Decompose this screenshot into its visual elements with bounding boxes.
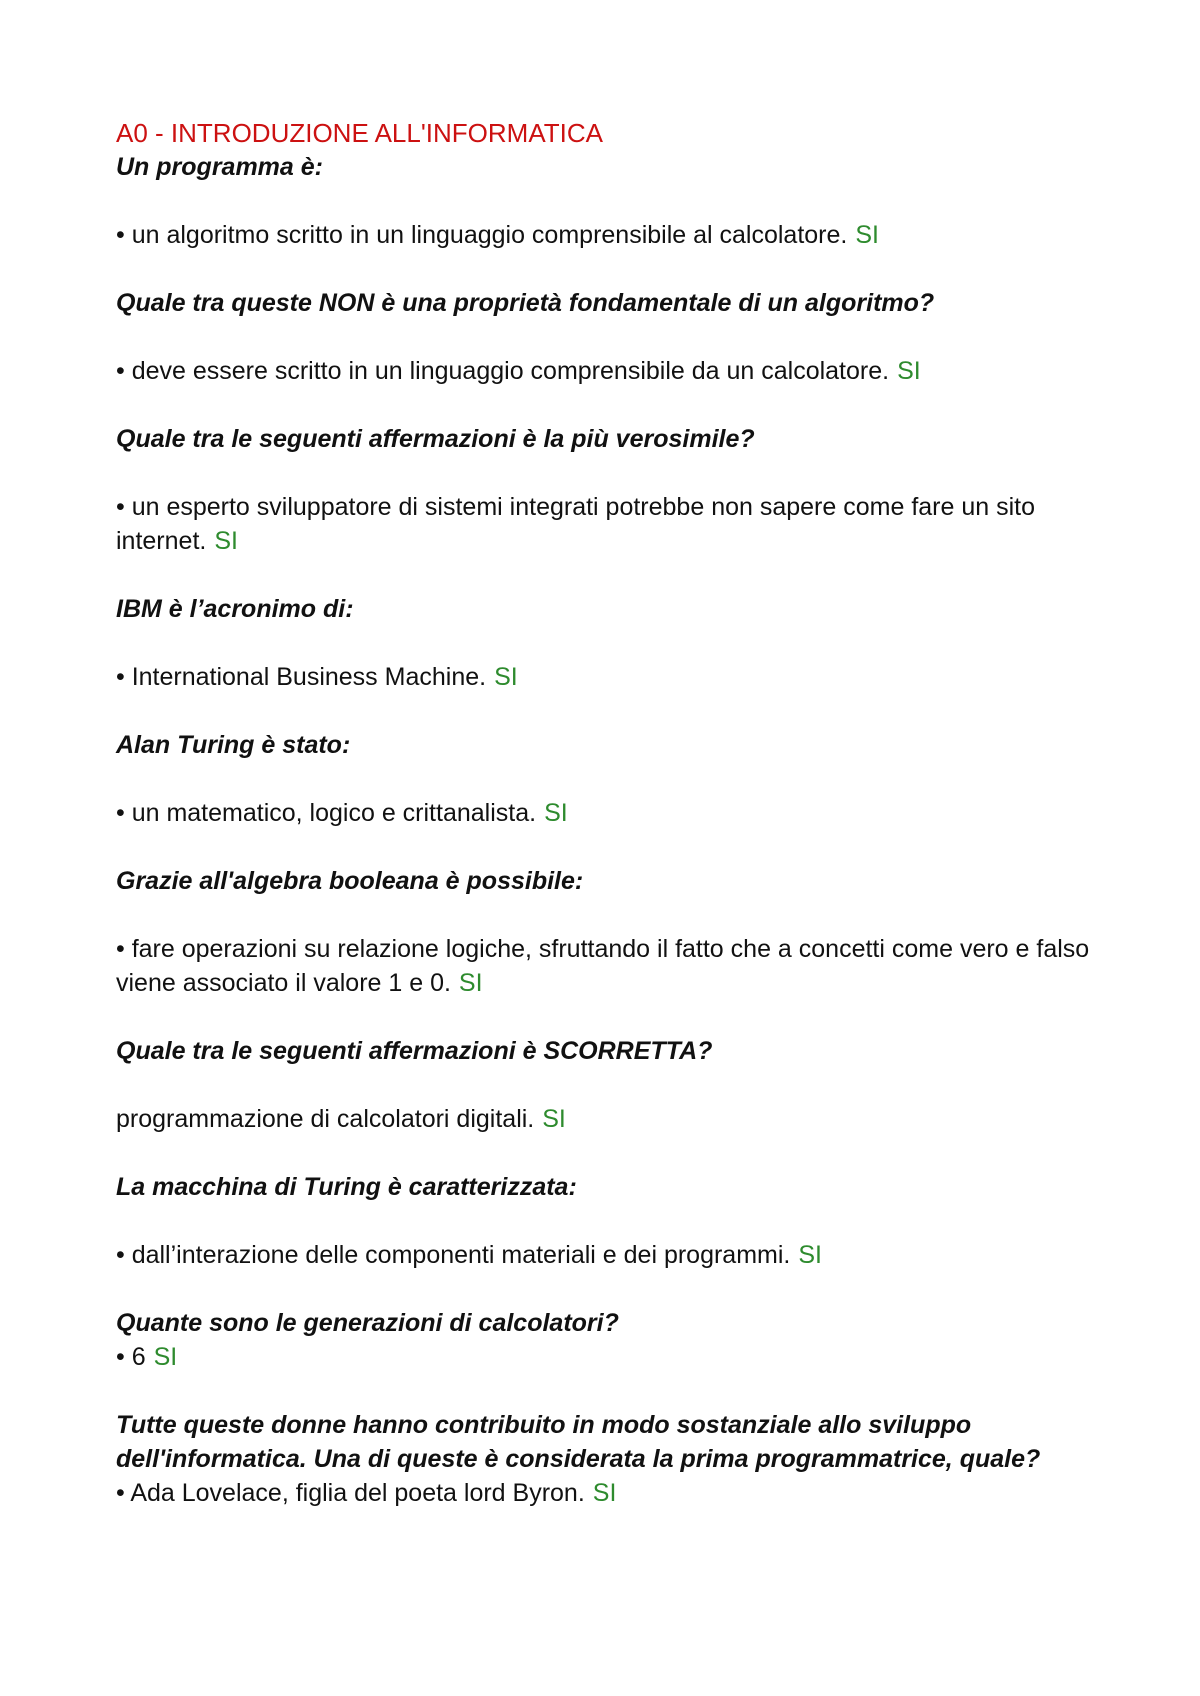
answer-body: • 6 [116,1343,146,1371]
correct-mark: SI [897,357,921,385]
question-text: Quale tra queste NON è una proprietà fondamentale di un algoritmo? [116,289,935,317]
question-text: La macchina di Turing è caratterizzata: [116,1173,577,1201]
answer-text [116,1238,1106,1272]
answer-body: • un esperto sviluppatore di sistemi integrati potrebbe non sapere come fare un sito internet. [116,493,1035,555]
correct-mark: SI [494,663,518,691]
answer-text [116,1476,1106,1510]
answer-text [116,932,1106,1000]
answer-body: • un matematico, logico e crittanalista. [116,799,537,827]
answer-body: • fare operazioni su relazione logiche, sfruttando il fatto che a concetti come vero e falso viene associato il valore 1 e 0. [116,935,1090,997]
correct-mark: SI [542,1105,566,1133]
answer-body: • International Business Machine. [116,663,487,691]
answer-body: • un algoritmo scritto in un linguaggio comprensibile al calcolatore. [116,221,848,249]
correct-mark: SI [214,527,238,555]
question-text: Quale tra le seguenti affermazioni è SCORRETTA? [116,1037,713,1065]
document-page [116,116,1106,1510]
answer-text [116,1102,1106,1136]
question-text: Quante sono le generazioni di calcolatori? [116,1309,619,1337]
answer-body: • Ada Lovelace, figlia del poeta lord Byron. [116,1479,585,1507]
answer-text [116,490,1106,558]
answer-text [116,1340,1106,1374]
question-text: IBM è l’acronimo di: [116,595,354,623]
question-text: Tutte queste donne hanno contribuito in modo sostanziale allo sviluppo dell'informatica. Una di queste è considerata la prima programmatrice, quale? [116,1411,1041,1473]
answer-body: programmazione di calcolatori digitali. [116,1105,535,1133]
correct-mark: SI [153,1343,178,1371]
answer-body: • dall’interazione delle componenti materiali e dei programmi. [116,1241,791,1269]
correct-mark: SI [855,221,879,249]
question-text: Alan Turing è stato: [116,731,351,759]
correct-mark: SI [458,969,483,997]
answer-body: • deve essere scritto in un linguaggio comprensibile da un calcolatore. [116,357,890,385]
correct-mark: SI [592,1479,617,1507]
correct-mark: SI [544,799,568,827]
document-title: A0 - INTRODUZIONE ALL'INFORMATICA [116,118,603,148]
answer-text [116,354,1106,388]
correct-mark: SI [798,1241,822,1269]
answer-text [116,660,1106,694]
answer-text [116,218,1106,252]
question-text: Un programma è: [116,153,323,181]
answer-text [116,796,1106,830]
question-text: Quale tra le seguenti affermazioni è la più verosimile? [116,425,755,453]
question-text: Grazie all'algebra booleana è possibile: [116,867,584,895]
